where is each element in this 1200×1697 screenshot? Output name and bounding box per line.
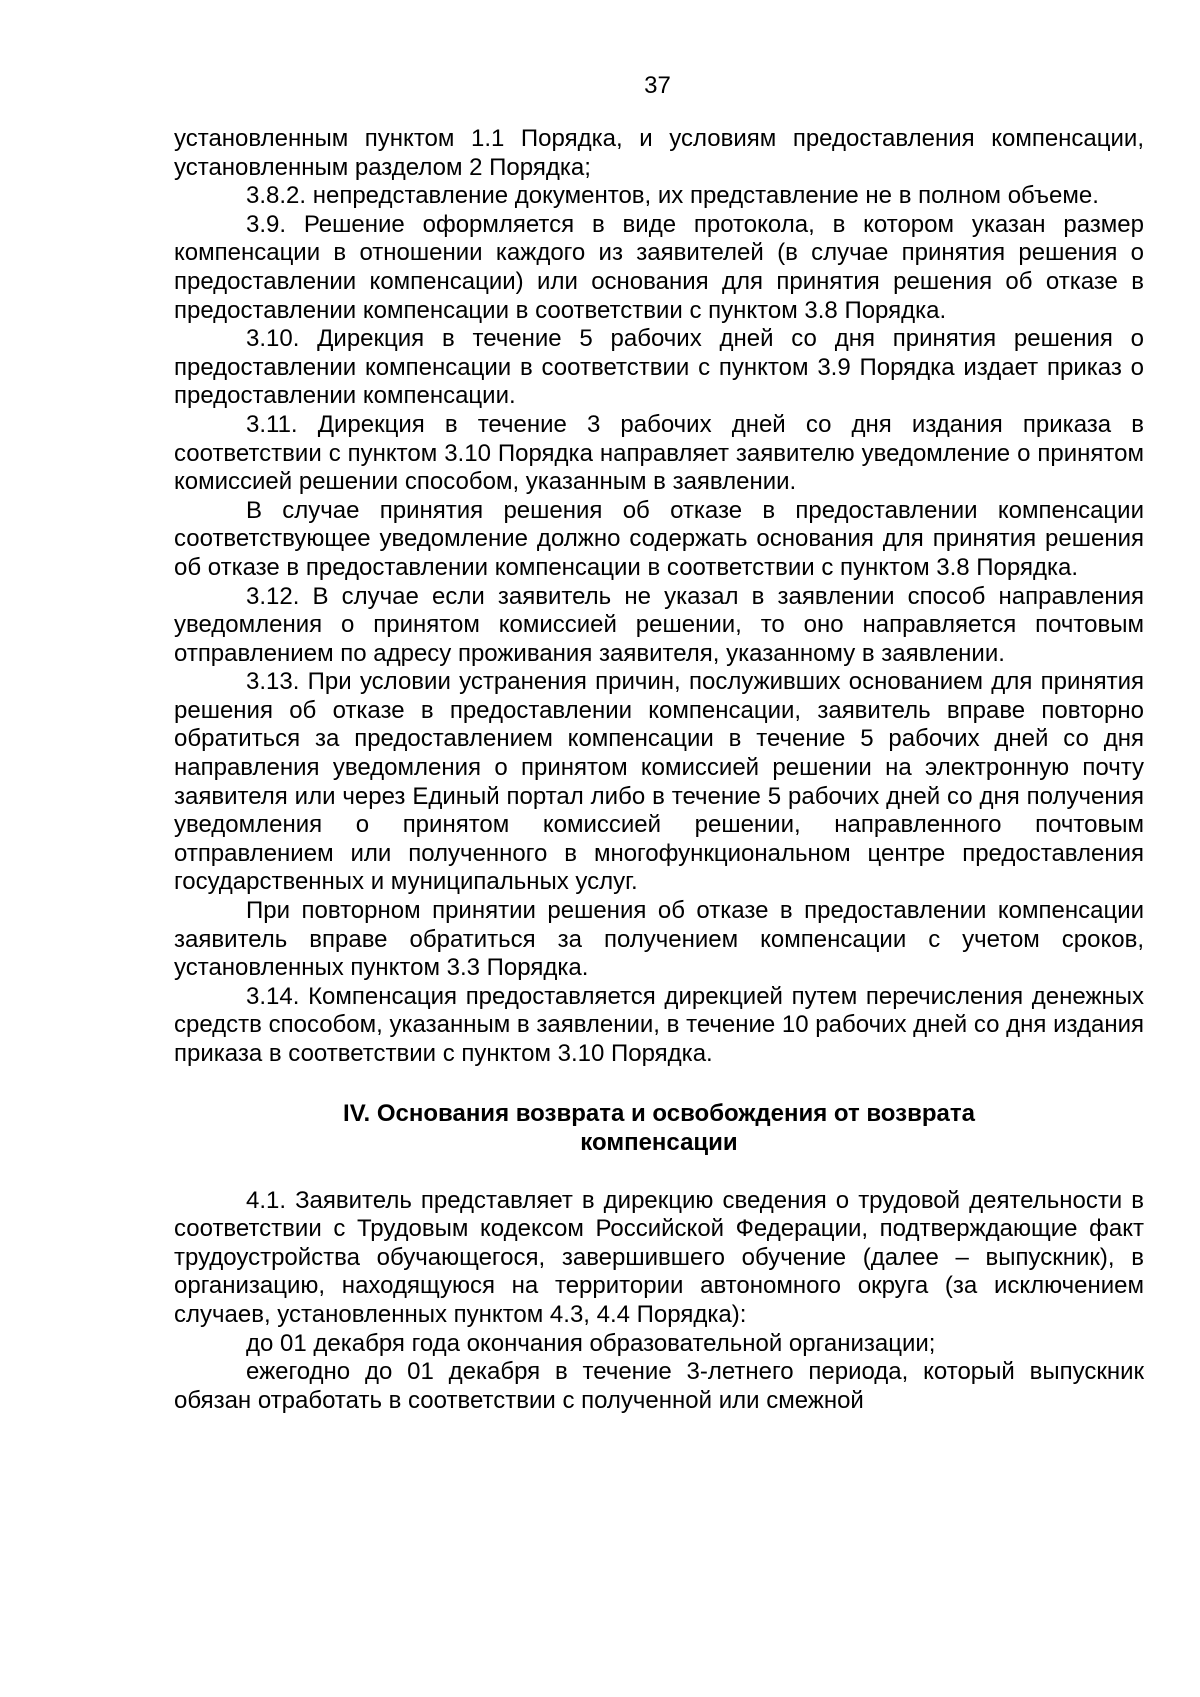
paragraph: 3.8.2. непредставление документов, их представление не в полном объеме. bbox=[246, 182, 1099, 210]
section-heading-line-1: IV. Основания возврата и освобождения от возврата bbox=[343, 1099, 975, 1127]
paragraph: ежегодно до 01 декабря в течение 3-летнего периода, который выпускник обязан отработать в соответствии с полученной или смежной bbox=[174, 1358, 1144, 1414]
paragraph: 3.11. Дирекция в течение 3 рабочих дней со дня издания приказа в соответствии с пунктом 3.10 Порядка направляет заявителю уведомление о принятом комиссией решении способом, указанным в заявлении. bbox=[174, 410, 1144, 496]
paragraph: до 01 декабря года окончания образовательной организации; bbox=[246, 1329, 936, 1357]
page-number: 37 bbox=[644, 72, 671, 99]
paragraph: 3.13. При условии устранения причин, послуживших основанием для принятия решения об отказе в предоставлении компенсации, заявитель вправе повторно обратиться за предоставлением компенсации в течение 5 рабочих дней со дня направления уведомления о принятом комиссией решении на электронную почту заявителя или через Единый портал либо в течение 5 рабочих дней со дня получения уведомления о принятом комиссией решении, направленного почтовым отправлением или полученного в многофункциональном центре предоставления государственных и муниципальных услуг. bbox=[174, 668, 1144, 896]
paragraph: 4.1. Заявитель представляет в дирекцию сведения о трудовой деятельности в соответствии с Трудовым кодексом Российской Федерации, подтверждающие факт трудоустройства обучающегося, завершившего обучение (далее – выпускник), в организацию, находящуюся на территории автономного округа (за исключением случаев, установленных пунктом 4.3, 4.4 Порядка): bbox=[174, 1186, 1144, 1328]
paragraph: 3.12. В случае если заявитель не указал в заявлении способ направления уведомления о принятом комиссией решении, то оно направляется почтовым отправлением по адресу проживания заявителя, указанному в заявлении. bbox=[174, 582, 1144, 667]
section-heading bbox=[174, 1099, 1144, 1157]
paragraph: При повторном принятии решения об отказе в предоставлении компенсации заявитель вправе обратиться за получением компенсации с учетом сроков, установленных пунктом 3.3 Порядка. bbox=[174, 897, 1144, 982]
paragraph: В случае принятия решения об отказе в предоставлении компенсации соответствующее уведомление должно содержать основания для принятия решения об отказе в предоставлении компенсации в соответствии с пунктом 3.8 Порядка. bbox=[174, 496, 1144, 581]
paragraph: 3.14. Компенсация предоставляется дирекцией путем перечисления денежных средств способом, указанным в заявлении, в течение 10 рабочих дней со дня издания приказа в соответствии с пунктом 3.10 Порядка. bbox=[174, 982, 1144, 1067]
section-heading-line-2: компенсации bbox=[580, 1128, 738, 1156]
paragraph: 3.10. Дирекция в течение 5 рабочих дней со дня принятия решения о предоставлении компенсации в соответствии с пунктом 3.9 Порядка издает приказ о предоставлении компенсации. bbox=[174, 325, 1144, 410]
paragraph: 3.9. Решение оформляется в виде протокола, в котором указан размер компенсации в отношении каждого из заявителей (в случае принятия решения о предоставлении компенсации) или основания для принятия решения об отказе в предоставлении компенсации в соответствии с пунктом 3.8 Порядка. bbox=[174, 210, 1144, 324]
document-body bbox=[174, 125, 1144, 1415]
paragraph: установленным пунктом 1.1 Порядка, и условиям предоставления компенсации, установленным разделом 2 Порядка; bbox=[174, 125, 1144, 181]
